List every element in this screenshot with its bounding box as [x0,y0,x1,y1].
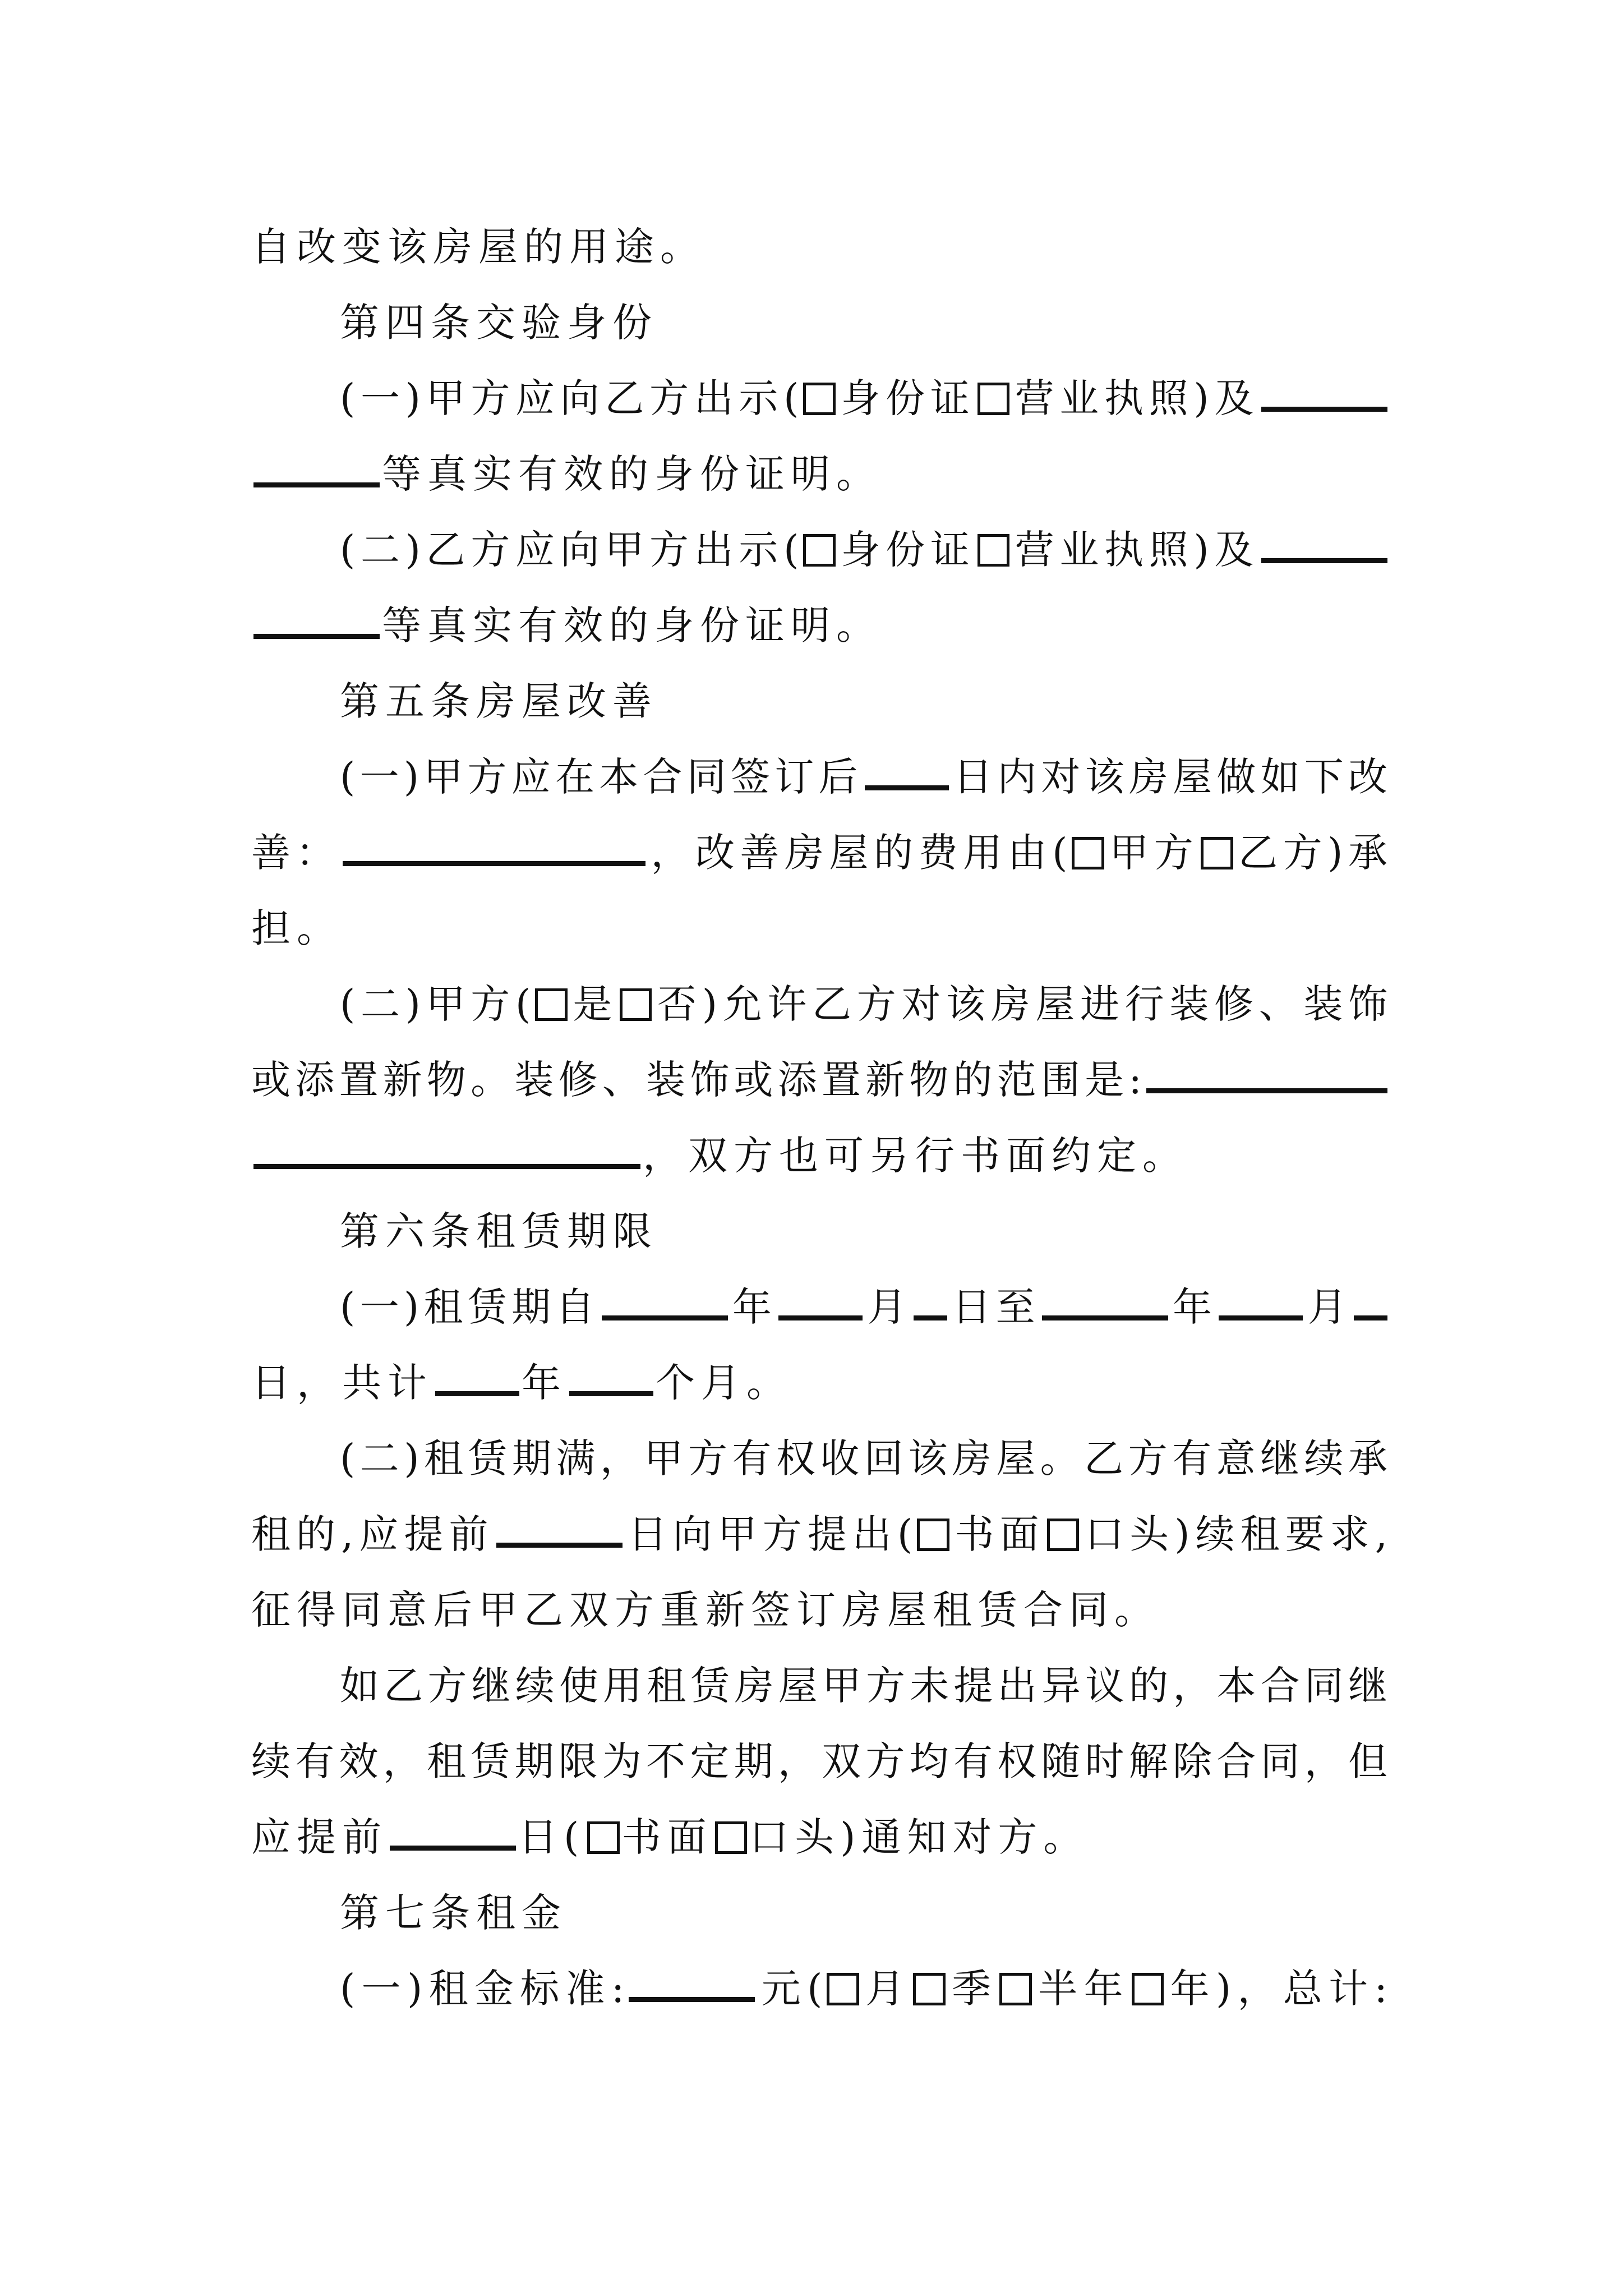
text-line: 或添置新物。装修、装饰或添置新物的范围是: [251,1052,1390,1108]
blank-field[interactable] [1146,1067,1387,1094]
blank-field[interactable] [778,1294,863,1321]
text-line: 等真实有效的身份证明。 [251,446,1390,502]
clause-6-2: (二)租赁期满，甲方有权收回该房屋。乙方有意继续承 [340,1435,1390,1481]
blank-field[interactable] [569,1370,653,1397]
checkbox-icon[interactable] [715,1821,747,1853]
blank-field[interactable] [1219,1294,1303,1321]
blank-field[interactable] [1042,1294,1168,1321]
text-line: ，双方也可另行书面约定。 [251,1128,1390,1184]
text-line: 续有效，租赁期限为不定期，双方均有权随时解除合同，但 [251,1738,1390,1784]
checkbox-icon[interactable] [1047,1519,1079,1550]
blank-field[interactable] [629,1976,755,2003]
checkbox-icon[interactable] [917,1519,949,1550]
clause-6-1: (一)租赁期自 年 月 日至 年 月 [340,1279,1390,1335]
blank-field[interactable] [496,1521,623,1548]
blank-field[interactable] [865,764,949,791]
checkbox-icon[interactable] [978,534,1009,566]
blank-field[interactable] [1261,385,1387,412]
text-line: 征得同意后甲乙双方重新签订房屋租赁合同。 [251,1587,1160,1633]
text-line: 租的,应提前 日向甲方提出( 书面 口头)续租要求, [251,1511,1390,1557]
article-5-heading: 第五条房屋改善 [340,678,658,724]
checkbox-icon[interactable] [827,1973,859,2005]
blank-field[interactable] [253,1143,640,1170]
article-7-heading: 第七条租金 [340,1890,567,1936]
text-line: 日，共计 年 个月。 [251,1360,792,1406]
clause-5-2: (二)甲方( 是 否)允许乙方对该房屋进行装修、装饰 [340,981,1390,1027]
checkbox-icon[interactable] [999,1973,1031,2005]
article-6-heading: 第六条租赁期限 [340,1208,658,1254]
blank-field[interactable] [1354,1294,1387,1321]
article-4-heading: 第四条交验身份 [340,300,658,346]
checkbox-icon[interactable] [1072,837,1104,869]
clause-7-1: (一)租金标准: 元( 月 季 半年 年)，总计: [340,1966,1390,2012]
blank-field[interactable] [602,1294,728,1321]
text-line: 应提前 日( 书面 口头)通知对方。 [251,1814,1089,1860]
blank-field[interactable] [253,613,380,639]
checkbox-icon[interactable] [803,534,835,566]
checkbox-icon[interactable] [803,383,835,415]
text-line: 担。 [251,905,342,951]
text-line: 善： ，改善房屋的费用由( 甲方 乙方)承 [251,830,1390,876]
text-line: 等真实有效的身份证明。 [251,597,1390,654]
checkbox-icon[interactable] [1201,837,1233,869]
checkbox-icon[interactable] [1132,1973,1164,2005]
blank-field[interactable] [343,840,645,867]
clause-5-1: (一)甲方应在本合同签订后 日内对该房屋做如下改 [340,754,1390,800]
checkbox-icon[interactable] [620,988,652,1020]
checkbox-icon[interactable] [978,383,1009,415]
checkbox-icon[interactable] [587,1821,619,1853]
clause-4-1: (一)甲方应向乙方出示( 身份证 营业执照)及 [340,370,1390,426]
checkbox-icon[interactable] [913,1973,945,2005]
blank-field[interactable] [253,461,380,488]
checkbox-icon[interactable] [535,988,567,1020]
blank-field[interactable] [1261,537,1387,564]
blank-field[interactable] [435,1370,519,1397]
paragraph: 如乙方继续使用租赁房屋甲方未提出异议的，本合同继 [340,1663,1390,1709]
blank-field[interactable] [390,1824,516,1851]
blank-field[interactable] [914,1294,947,1321]
text-line: 自改变该房屋的用途。 [251,224,706,270]
clause-4-2: (二)乙方应向甲方出示( 身份证 营业执照)及 [340,522,1390,578]
